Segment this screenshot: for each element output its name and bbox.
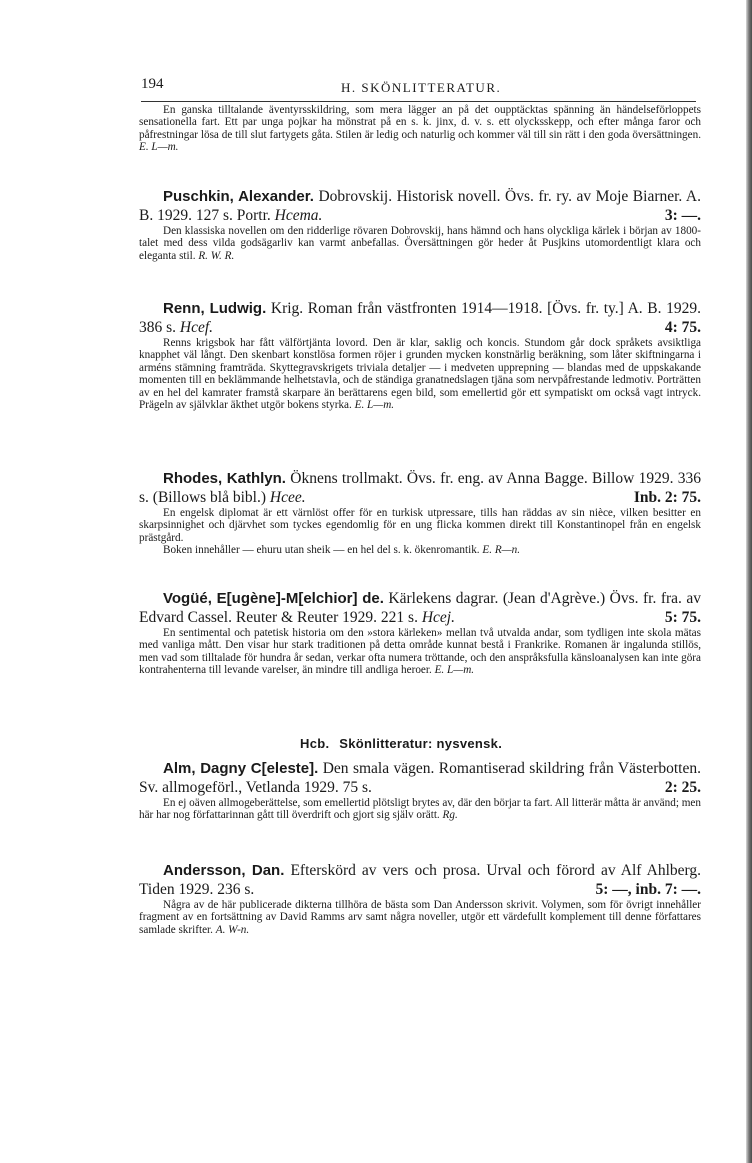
reviewer-signature: E. R—n. bbox=[482, 544, 520, 557]
header-rule bbox=[141, 101, 696, 102]
reviewer-signature: R. W. R. bbox=[198, 249, 235, 262]
entry-renn bbox=[139, 300, 701, 411]
entry-price: Inb. 2: 75. bbox=[633, 488, 701, 506]
entry-author: Renn, Ludwig. bbox=[163, 300, 267, 317]
reviewer-signature: E. L—m. bbox=[354, 399, 395, 412]
entry-author: Alm, Dagny C[eleste]. bbox=[163, 760, 319, 777]
reviewer-signature: E. L—m. bbox=[139, 141, 179, 154]
entry-details: Kärlekens dagrar. (Jean d'Agrève.) Övs. fr. fra. av Edvard Cassel. Reuter & Reuter 1929. 221 s. bbox=[139, 590, 702, 626]
page-header bbox=[141, 76, 696, 100]
page-edge-shadow bbox=[746, 0, 752, 1163]
entry-details: Dobrovskij. Historisk novell. Övs. fr. ry. av Moje Biarner. A. B. 1929. 127 s. Portr. bbox=[139, 188, 702, 224]
review-text: Den klassiska novellen om den ridderlige rövaren Dobrovskij, hans hämnd och hans olyckliga kärlek i början av 1800-talet med dess vilda godsägarliv kan varmt anbefallas. Översättningen gör heder åt Pusjkins utomordentligt klara och eleganta stil. bbox=[139, 225, 701, 262]
section-code: Hcb. bbox=[300, 736, 330, 751]
review-text: En engelsk diplomat är ett värnlöst offer för en turkisk utpressare, tills han räddas av sin nièce, vilken besitter en skarpsinnighet och djärvhet som tyckes egendomlig för en ung flicka kommen direkt till Konstantinopel från en engelsk prästgård. bbox=[139, 507, 701, 544]
entry-author: Andersson, Dan. bbox=[163, 862, 285, 879]
entry-class-code: Hcema. bbox=[274, 206, 323, 224]
entry-alm bbox=[139, 760, 701, 822]
entry-details: Den smala vägen. Romantiserad skildring från Västerbotten. Sv. allmogeförl., Vetlanda 1929. 75 s. bbox=[139, 760, 701, 796]
entry-rhodes bbox=[139, 470, 701, 557]
review-text-2: Boken innehåller — ehuru utan sheik — en hel del s. k. ökenromantik. bbox=[163, 544, 480, 557]
entry-author: Puschkin, Alexander. bbox=[163, 188, 314, 205]
running-title: H. SKÖNLITTERATUR. bbox=[341, 80, 502, 95]
review-text: En ej oäven allmogeberättelse, som emellertid plötsligt brytes av, där den börjar ta fart. All litterär måtta är använd; men här har nog författarinnan gått till överdrift och gjort sig själv orätt. bbox=[139, 797, 701, 822]
entry-price: 5: —, inb. 7: —. bbox=[595, 880, 701, 898]
section-heading bbox=[300, 736, 502, 751]
entry-price: 4: 75. bbox=[664, 318, 701, 336]
entry-puschkin bbox=[139, 188, 701, 262]
intro-review bbox=[139, 104, 701, 154]
entry-author: Vogüé, E[ugène]-M[elchior] de. bbox=[163, 590, 384, 607]
review-text: En sentimental och patetisk historia om den »stora kärleken» mellan två utvalda andar, som tydligen inte skola mätas med vanliga mått. Den visar hur stark traditionen på detta område kunnat bestå i Frankrike. Romanen är ingalunda stillös, men vad som tilltalade för hundra år sedan, verkar ofta numera tröttande, och den anspråksfulla känsloanalysen kan inte göra kontrahenterna till levande varelser, än mindre till andliga heroer. bbox=[139, 627, 701, 677]
review-text: Några av de här publicerade dikterna tillhöra de bästa som Dan Andersson skrivit. Volymen, som för övrigt innehåller fragment av en fortsättning av David Ramms arv samt några noveller, utgör ett värdefullt komplement till denne författares samlade skrifter. bbox=[139, 899, 701, 936]
entry-class-code: Hcee. bbox=[269, 488, 306, 506]
entry-price: 5: 75. bbox=[664, 608, 701, 626]
entry-andersson bbox=[139, 862, 701, 936]
reviewer-signature: A. W-n. bbox=[215, 923, 250, 936]
reviewer-signature: E. L—m. bbox=[434, 664, 475, 677]
page-number: 194 bbox=[141, 76, 164, 92]
entry-details: Öknens trollmakt. Övs. fr. eng. av Anna Bagge. Billow 1929. 336 s. (Billows blå bibl.) bbox=[139, 470, 701, 506]
review-text: Renns krigsbok har fått välförtjänta lovord. Den är klar, saklig och koncis. Stundom går dock språkets avsiktliga knapphet väl långt. Den skenbart konstlösa formen röjer i grunden mycken konstnärlig beräkning, som låter skiftningarna i arméns stämning framträda. Skyttegravskrigets triviala detaljer — i medveten upprepning — blandas med de uppskakande momenten till en beklämmande helhetstavla, och de ständiga granatnedslagen tjäna som nervpåfrestande ledmotiv. Porträtten av en hel del kamrater framstå skarpare än berättarens egen bild, som emellertid gör ett sympatiskt om också vagt intryck. Prägeln av självklar äkthet utgör bokens styrka. bbox=[139, 337, 701, 412]
reviewer-signature: Rg. bbox=[442, 809, 458, 822]
entry-vogue bbox=[139, 590, 701, 677]
section-title: Skönlitteratur: nysvensk. bbox=[339, 736, 503, 751]
entry-details: Efterskörd av vers och prosa. Urval och förord av Alf Ahlberg. Tiden 1929. 236 s. bbox=[139, 862, 702, 898]
entry-price: 2: 25. bbox=[664, 778, 701, 796]
entry-details: Krig. Roman från västfronten 1914—1918. [Övs. fr. ty.] A. B. 1929. 386 s. bbox=[139, 300, 701, 336]
entry-class-code: Hcef. bbox=[179, 318, 214, 336]
entry-class-code: Hcej. bbox=[421, 608, 455, 626]
review-text: En ganska tilltalande äventyrsskildring, som mera lägger an på det oupptäcktas spänning än händelseförloppets sensationella fart. Ett par unga pojkar ha mönstrat på en s. k. jinx, d. v. s. ett olycksskepp, och efter många faror och påfrestningar lösa de till slut fartygets gåta. Stilen är ledig och naturlig och kommer väl till sin rätt i den goda översättningen. bbox=[139, 104, 701, 141]
entry-author: Rhodes, Kathlyn. bbox=[163, 470, 286, 487]
entry-price: 3: —. bbox=[664, 206, 701, 224]
